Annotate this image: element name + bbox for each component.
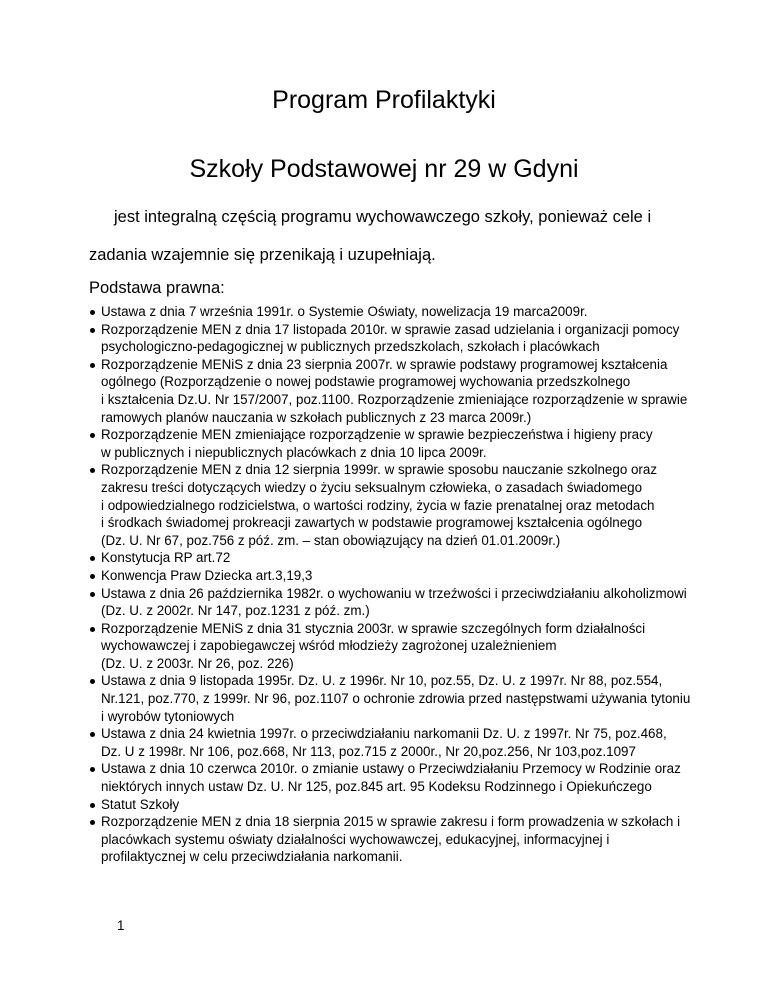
intro-paragraph: [89, 198, 709, 274]
legal-item: Ustawa z dnia 10 czerwca 2010r. o zmianie ustawy o Przeciwdziałaniu Przemocy w Rodzinie oraz niektórych innych ustaw Dz. U. Nr 125, poz.845 art. 95 Kodeksu Rodzinnego i Opiekuńczego: [89, 760, 699, 795]
intro-line-1: jest integralną częścią programu wychowawczego szkoły, ponieważ cele i: [114, 208, 652, 226]
document-subtitle: Szkoły Podstawowej nr 29 w Gdyni: [189, 155, 579, 183]
legal-item: Rozporządzenie MENiS z dnia 31 stycznia 2003r. w sprawie szczególnych form działalności wychowawczej i zapobiegawczej wśród młodzieży zagrożonej uzależnieniem (Dz. U. z 2003r. Nr 26, poz. 226): [89, 620, 699, 673]
legal-item: Rozporządzenie MENiS z dnia 23 sierpnia 2007r. w sprawie podstawy programowej kształcenia ogólnego (Rozporządzenie o nowej podstawie programowej wychowania przedszkolnego i kształcenia Dz.U. Nr 157/2007, poz.1100. Rozporządzenie zmieniające rozporządzenie w sprawie ramowych planów nauczania w szkołach publicznych z 23 marca 2009r.): [89, 356, 699, 426]
legal-item: Rozporządzenie MEN z dnia 12 sierpnia 1999r. w sprawie sposobu nauczanie szkolnego oraz zakresu treści dotyczących wiedzy o życiu seksualnym człowieka, o zasadach świadomego i odpowiedzialnego rodzicielstwa, o wartości rodziny, życia w fazie prenatalnej oraz metodach i środkach świadomej prokreacji zawartych w podstawie programowej kształcenia ogólnego (Dz. U. Nr 67, poz.756 z póź. zm. – stan obowiązujący na dzień 01.01.2009r.): [89, 461, 699, 549]
legal-item: Rozporządzenie MEN z dnia 17 listopada 2010r. w sprawie zasad udzielania i organizacji pomocy psychologiczno-pedagogicznej w publicznych przedszkolach, szkołach i placówkach: [89, 321, 699, 356]
legal-item: Ustawa z dnia 7 września 1991r. o Systemie Oświaty, nowelizacja 19 marca2009r.: [89, 303, 699, 321]
intro-line-2: zadania wzajemnie się przenikają i uzupełniają.: [89, 246, 436, 264]
legal-item: Statut Szkoły: [89, 796, 699, 814]
legal-basis-heading: Podstawa prawna:: [89, 279, 225, 297]
legal-item: Rozporządzenie MEN zmieniające rozporządzenie w sprawie bezpieczeństwa i higieny pracy w publicznych i niepublicznych placówkach z dnia 10 lipca 2009r.: [89, 426, 699, 461]
legal-item: Ustawa z dnia 9 listopada 1995r. Dz. U. z 1996r. Nr 10, poz.55, Dz. U. z 1997r. Nr 88, poz.554, Nr.121, poz.770, z 1999r. Nr 96, poz.1107 o ochronie zdrowia przed następstwami używania tytoniu i wyrobów tytoniowych: [89, 672, 699, 725]
page-number: 1: [117, 918, 125, 933]
legal-item: Ustawa z dnia 26 października 1982r. o wychowaniu w trzeźwości i przeciwdziałaniu alkoholizmowi (Dz. U. z 2002r. Nr 147, poz.1231 z póź. zm.): [89, 585, 699, 620]
legal-item: Konstytucja RP art.72: [89, 549, 699, 567]
legal-item: Rozporządzenie MEN z dnia 18 sierpnia 2015 w sprawie zakresu i form prowadzenia w szkołach i placówkach systemu oświaty działalności wychowawczej, edukacyjnej, informacyjnej i profilaktycznej w celu przeciwdziałania narkomanii.: [89, 813, 699, 866]
document-title: Program Profilaktyki: [272, 86, 496, 114]
legal-item: Konwencja Praw Dziecka art.3,19,3: [89, 567, 699, 585]
legal-basis-list: [89, 303, 699, 866]
legal-item: Ustawa z dnia 24 kwietnia 1997r. o przeciwdziałaniu narkomanii Dz. U. z 1997r. Nr 75, poz.468, Dz. U z 1998r. Nr 106, poz.668, Nr 113, poz.715 z 2000r., Nr 20,poz.256, Nr 103,poz.1097: [89, 725, 699, 760]
